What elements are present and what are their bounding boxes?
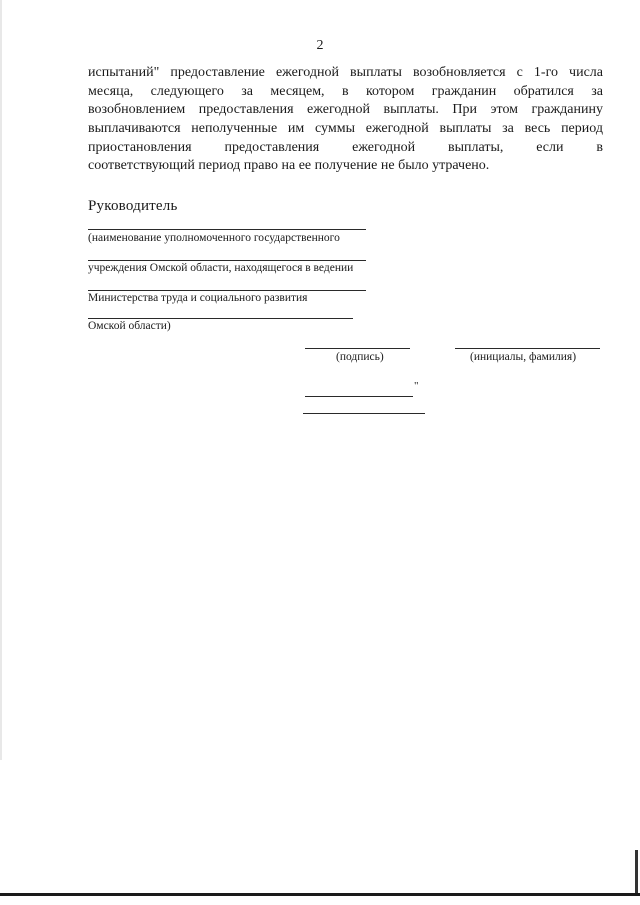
scan-left-shadow [0, 0, 2, 760]
name-caption: (инициалы, фамилия) [470, 351, 577, 363]
organization-caption-3: Министерства труда и социального развития [88, 292, 308, 304]
paragraph-line: соответствующий период право на ее получение не было утрачено. [88, 158, 490, 174]
date-line-1 [305, 396, 413, 397]
paragraph-line: выплачиваются неполученные им суммы ежегодной выплаты за весь период [88, 121, 603, 137]
body-paragraph [88, 64, 603, 176]
date-line-2 [303, 413, 425, 414]
organization-caption-1: (наименование уполномоченного государственного [88, 232, 340, 244]
date-quote-mark: " [414, 380, 419, 392]
paragraph-line: испытаний" предоставление ежегодной выплаты возобновляется с 1-го числа [88, 65, 603, 80]
paragraph-line: приостановления предоставления ежегодной выплаты, если в [88, 139, 603, 155]
organization-caption-2: учреждения Омской области, находящегося в ведении [88, 262, 354, 274]
organization-caption-4: Омской области) [88, 320, 171, 332]
name-line [455, 348, 600, 349]
organization-line-4 [88, 318, 353, 319]
signature-line [305, 348, 410, 349]
paragraph-line: возобновлением предоставления ежегодной выплаты. При этом гражданину [88, 102, 603, 118]
organization-line-1 [88, 229, 366, 230]
signature-caption: (подпись) [336, 351, 384, 363]
signatory-title: Руководитель [88, 198, 178, 214]
scan-right-edge [635, 850, 638, 896]
page-number: 2 [316, 38, 324, 53]
paragraph-line: месяца, следующего за месяцем, в котором гражданин обратился за [88, 83, 603, 99]
organization-line-3 [88, 290, 366, 291]
organization-line-2 [88, 260, 366, 261]
scan-bottom-edge [0, 893, 640, 896]
